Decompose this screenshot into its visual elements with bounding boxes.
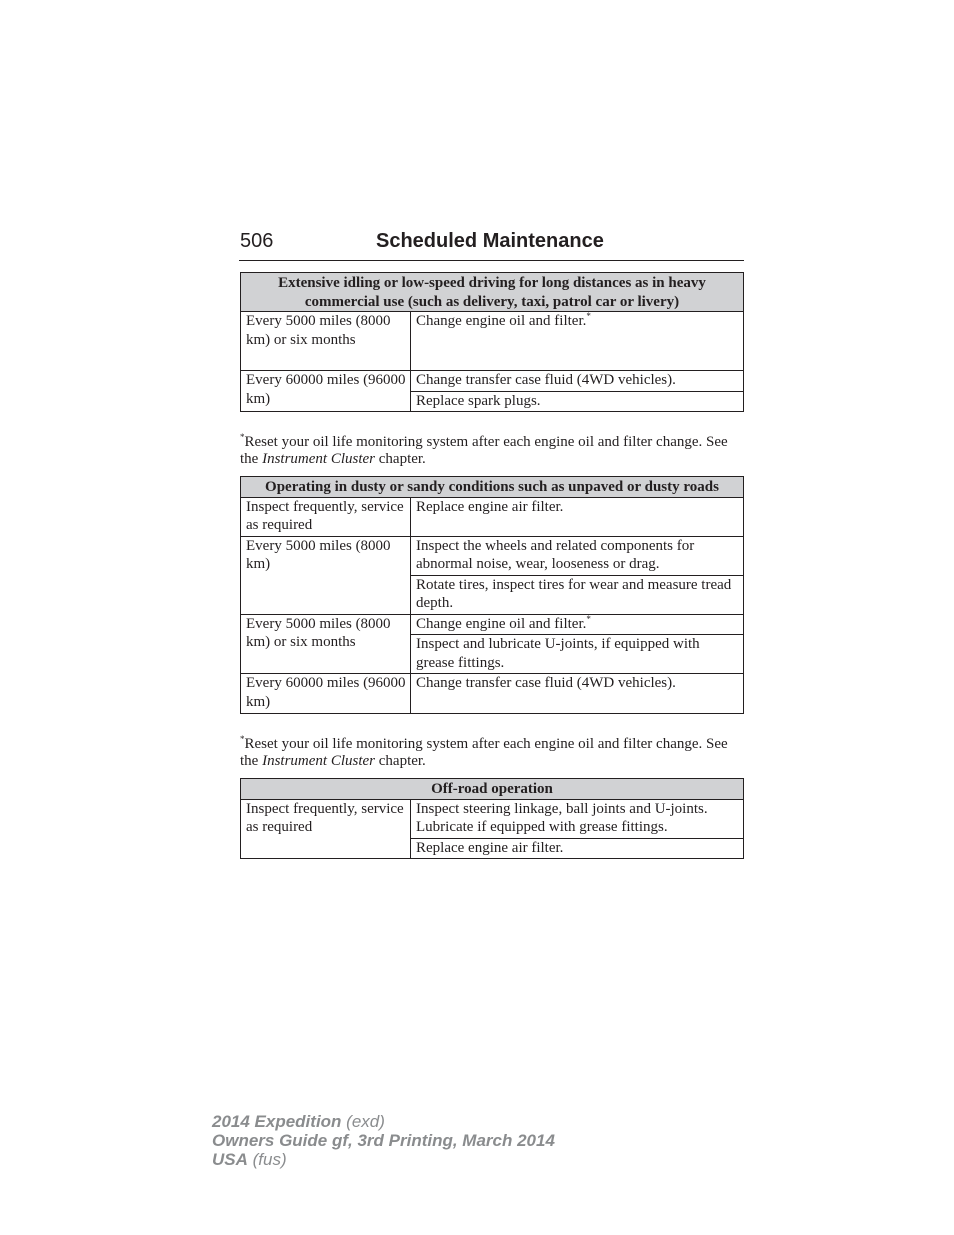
- footer-region-code: (fus): [252, 1150, 287, 1169]
- footnote-text-end: chapter.: [375, 451, 426, 467]
- interval-cell: Inspect frequently, service as required: [241, 497, 411, 536]
- footer-guide-line: [212, 1131, 555, 1150]
- task-cell: Replace engine air filter.: [411, 838, 744, 859]
- footnote-text-end: chapter.: [375, 753, 426, 769]
- footer-region: USA: [212, 1150, 248, 1169]
- page-title: Scheduled Maintenance: [376, 230, 604, 252]
- table-row: [241, 312, 744, 371]
- task-cell: Replace engine air filter.: [411, 497, 744, 536]
- footnote: [240, 434, 744, 468]
- table-row: [241, 371, 744, 392]
- chapter-reference: Instrument Cluster: [262, 753, 375, 769]
- footnote-marker: *: [586, 613, 591, 624]
- interval-cell: Every 5000 miles (8000 km) or six months: [241, 312, 411, 371]
- page-number: 506: [240, 230, 274, 252]
- maintenance-table-dusty: [240, 476, 744, 714]
- task-cell: Inspect and lubricate U-joints, if equipped with grease fittings.: [411, 635, 744, 674]
- table-row: [241, 497, 744, 536]
- page-header: [239, 229, 744, 261]
- task-cell: Inspect steering linkage, ball joints and U-joints. Lubricate if equipped with grease fittings.: [411, 799, 744, 838]
- task-text: Change engine oil and filter.: [416, 615, 587, 632]
- task-cell: [411, 614, 744, 635]
- footnote-text: Reset your oil life monitoring system after each engine oil and filter change. See the: [240, 736, 728, 769]
- chapter-reference: Instrument Cluster: [262, 451, 375, 467]
- task-cell: Change transfer case fluid (4WD vehicles).: [411, 674, 744, 714]
- task-cell: Inspect the wheels and related components for abnormal noise, wear, looseness or drag.: [411, 536, 744, 575]
- interval-cell: Every 60000 miles (96000 km): [241, 371, 411, 412]
- footnote-marker: *: [586, 311, 591, 321]
- task-cell: Rotate tires, inspect tires for wear and measure tread depth.: [411, 575, 744, 614]
- footnote-text: Reset your oil life monitoring system after each engine oil and filter change. See the: [240, 434, 728, 467]
- table-heading: Extensive idling or low-speed driving for long distances as in heavy commercial use (such as delivery, taxi, patrol car or livery): [241, 273, 744, 312]
- task-cell: Change transfer case fluid (4WD vehicles).: [411, 371, 744, 392]
- interval-cell: Every 5000 miles (8000 km) or six months: [241, 614, 411, 674]
- table-row: [241, 799, 744, 838]
- interval-cell: Inspect frequently, service as required: [241, 799, 411, 859]
- footer-model-code: (exd): [346, 1112, 385, 1131]
- interval-cell: Every 60000 miles (96000 km): [241, 674, 411, 714]
- maintenance-table-idling: [240, 272, 744, 412]
- table-heading: Off-road operation: [241, 779, 744, 800]
- interval-cell: Every 5000 miles (8000 km): [241, 536, 411, 614]
- footer-model: 2014 Expedition: [212, 1112, 342, 1131]
- task-cell: Replace spark plugs.: [411, 391, 744, 412]
- table-heading-row: [241, 273, 744, 312]
- maintenance-table-off-road: [240, 778, 744, 859]
- document-footer: [212, 1112, 555, 1169]
- table-row: [241, 614, 744, 635]
- table-heading-row: [241, 779, 744, 800]
- task-text: Change engine oil and filter.: [416, 313, 587, 329]
- footnote-marker: *: [240, 432, 245, 442]
- table-heading-row: [241, 477, 744, 498]
- table-heading: Operating in dusty or sandy conditions such as unpaved or dusty roads: [241, 477, 744, 498]
- footer-model-line: [212, 1112, 555, 1131]
- footnote-marker: *: [240, 734, 245, 744]
- table-row: [241, 674, 744, 714]
- footer-region-line: [212, 1150, 555, 1169]
- footer-guide: Owners Guide gf, 3rd Printing, March 2014: [212, 1131, 555, 1150]
- task-cell: [411, 312, 744, 371]
- table-row: [241, 536, 744, 575]
- footnote: [240, 736, 744, 770]
